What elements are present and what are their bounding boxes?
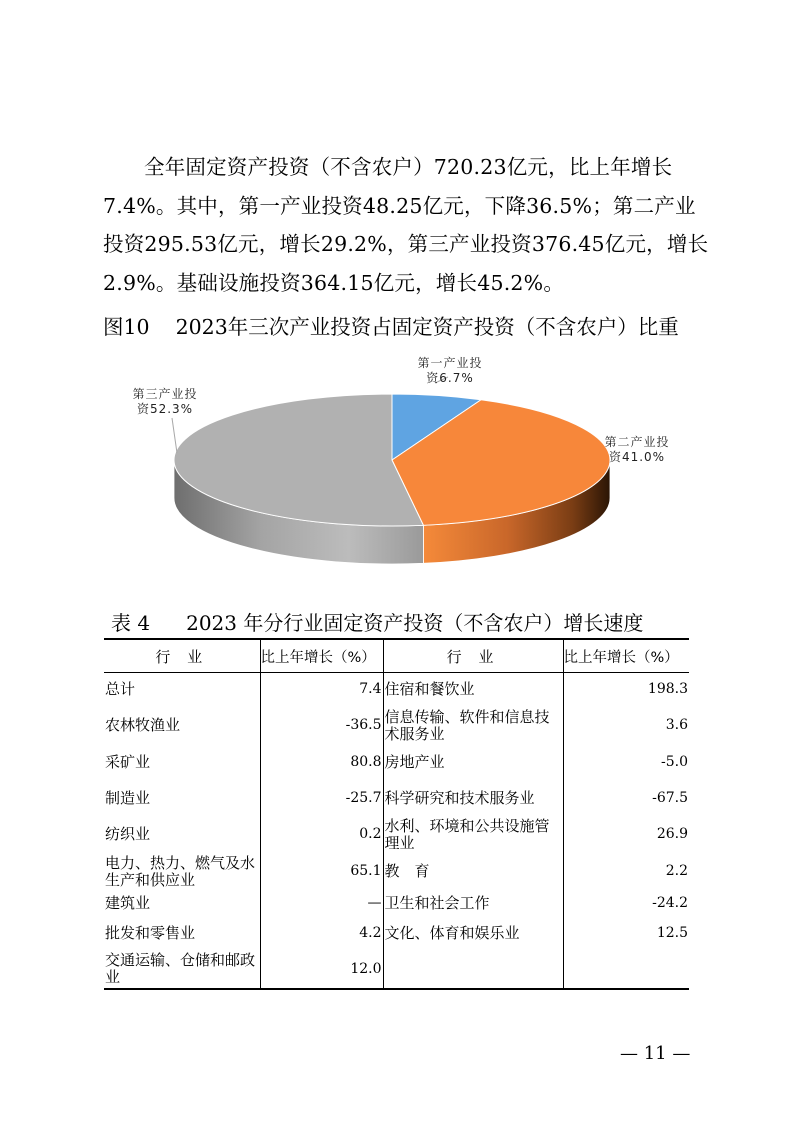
table-row <box>104 951 689 989</box>
left-growth-value: 12.0 <box>260 951 383 989</box>
table-row <box>104 745 689 781</box>
left-growth-value: 65.1 <box>260 853 383 891</box>
left-industry-name: 农林牧渔业 <box>105 716 181 734</box>
left-industry-name: 纺织业 <box>105 825 151 843</box>
paragraph-line: 7.4%。其中，第一产业投资48.25亿元，下降36.5%；第二产业 <box>103 193 696 218</box>
right-growth-value: -5.0 <box>563 745 689 781</box>
header-growth-right: 比上年增长（%） <box>563 639 689 673</box>
left-growth-value: 7.4 <box>260 673 383 707</box>
left-industry-name: 批发和零售业 <box>105 924 196 942</box>
figure-caption <box>103 310 679 340</box>
left-growth-value: 0.2 <box>260 817 383 853</box>
table-row <box>104 673 689 707</box>
right-growth-value: 26.9 <box>563 817 689 853</box>
right-industry-name: 卫生和社会工作 <box>383 891 563 917</box>
left-growth-value: -36.5 <box>260 707 383 745</box>
paragraph-line: 2.9%。基础设施投资364.15亿元，增长45.2%。 <box>103 271 565 296</box>
right-growth-value: 3.6 <box>563 707 689 745</box>
table-row <box>104 853 689 891</box>
pie-label-3: 第三产业投 <box>132 387 198 401</box>
right-growth-value: 2.2 <box>563 853 689 891</box>
leader-line-3 <box>172 418 177 453</box>
pie-label-1: 第一产业投 <box>417 356 483 370</box>
left-industry-name: 建筑业 <box>105 894 151 912</box>
table-row <box>104 781 689 817</box>
right-industry-name: 教 育 <box>383 853 563 891</box>
right-growth-value: 198.3 <box>563 673 689 707</box>
industry-growth-table <box>104 638 689 990</box>
table-row <box>104 817 689 853</box>
left-industry-name: 总计 <box>105 680 136 699</box>
pie-label-2: 资41.0% <box>608 450 666 464</box>
pie-top <box>174 394 610 526</box>
left-growth-value: -25.7 <box>260 781 383 817</box>
right-industry-name: 住宿和餐饮业 <box>383 673 563 707</box>
right-growth-value: -67.5 <box>563 781 689 817</box>
figure-number: 图10 <box>103 315 150 339</box>
pie-label-3: 资52.3% <box>136 402 194 416</box>
right-industry-name: 水利、环境和公共设施管理业 <box>383 817 563 853</box>
left-industry-name: 制造业 <box>105 789 151 807</box>
table-number: 表 4 <box>111 611 151 635</box>
left-growth-value: 4.2 <box>260 917 383 951</box>
left-growth-value: — <box>260 891 383 917</box>
right-growth-value <box>563 951 689 989</box>
right-industry-name <box>383 951 563 989</box>
left-growth-value: 80.8 <box>260 745 383 781</box>
table-header-row <box>104 639 689 673</box>
page-number: — 11 — <box>620 1043 691 1064</box>
pie-label-2: 第二产业投 <box>604 435 670 449</box>
table-row <box>104 917 689 951</box>
pie-chart <box>0 340 793 580</box>
left-industry-name: 采矿业 <box>105 753 151 771</box>
right-industry-name: 信息传输、软件和信息技术服务业 <box>383 707 563 745</box>
table-caption <box>111 607 643 636</box>
right-industry-name: 房地产业 <box>383 745 563 781</box>
left-industry-name: 电力、热力、燃气及水生产和供应业 <box>105 853 256 889</box>
table-row <box>104 891 689 917</box>
table-title: 2023 年分行业固定资产投资（不含农户）增长速度 <box>186 611 644 635</box>
header-industry-left: 行 业 <box>104 639 260 673</box>
right-growth-value: 12.5 <box>563 917 689 951</box>
pie-label-1: 资6.7% <box>426 371 474 385</box>
right-growth-value: -24.2 <box>563 891 689 917</box>
body-paragraph <box>103 148 709 303</box>
paragraph-line: 投资295.53亿元，增长29.2%，第三产业投资376.45亿元，增长 <box>103 232 709 257</box>
header-industry-right: 行 业 <box>383 639 563 673</box>
paragraph-line: 全年固定资产投资（不含农户）720.23亿元，比上年增长 <box>144 155 673 179</box>
table-row <box>104 707 689 745</box>
header-growth-left: 比上年增长（%） <box>260 639 383 673</box>
right-industry-name: 科学研究和技术服务业 <box>383 781 563 817</box>
figure-title: 2023年三次产业投资占固定资产投资（不含农户）比重 <box>175 315 679 339</box>
right-industry-name: 文化、体育和娱乐业 <box>383 917 563 951</box>
left-industry-name: 交通运输、仓储和邮政业 <box>105 951 256 986</box>
